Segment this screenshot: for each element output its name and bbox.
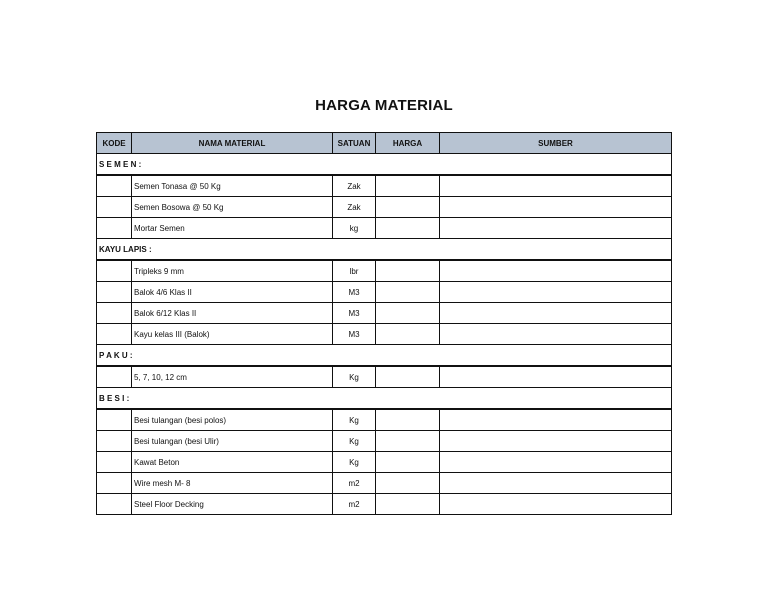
harga-cell — [376, 197, 440, 218]
table-row — [97, 303, 672, 324]
kode-cell — [97, 366, 132, 388]
satuan-cell: Kg — [333, 366, 376, 388]
satuan-cell: M3 — [333, 324, 376, 345]
kode-cell — [97, 452, 132, 473]
harga-cell — [376, 473, 440, 494]
satuan-cell: M3 — [333, 282, 376, 303]
sumber-cell — [440, 303, 672, 324]
sumber-cell — [440, 218, 672, 239]
kode-cell — [97, 409, 132, 431]
table-row — [97, 409, 672, 431]
header-nama-material: NAMA MATERIAL — [132, 133, 333, 154]
sumber-cell — [440, 452, 672, 473]
section-row — [97, 388, 672, 410]
material-price-table — [96, 132, 672, 515]
table-row — [97, 218, 672, 239]
material-name-cell: Semen Bosowa @ 50 Kg — [132, 197, 333, 218]
harga-cell — [376, 260, 440, 282]
header-sumber: SUMBER — [440, 133, 672, 154]
header-harga: HARGA — [376, 133, 440, 154]
satuan-cell: m2 — [333, 473, 376, 494]
kode-cell — [97, 197, 132, 218]
section-row — [97, 239, 672, 261]
section-label: KAYU LAPIS : — [97, 239, 672, 261]
sumber-cell — [440, 473, 672, 494]
harga-cell — [376, 452, 440, 473]
harga-cell — [376, 282, 440, 303]
section-label: B E S I : — [97, 388, 672, 410]
satuan-cell: Zak — [333, 175, 376, 197]
sumber-cell — [440, 282, 672, 303]
table-row — [97, 473, 672, 494]
sumber-cell — [440, 260, 672, 282]
sumber-cell — [440, 366, 672, 388]
table-row — [97, 175, 672, 197]
sumber-cell — [440, 197, 672, 218]
material-name-cell: Balok 4/6 Klas II — [132, 282, 333, 303]
harga-cell — [376, 175, 440, 197]
satuan-cell: m2 — [333, 494, 376, 515]
header-kode: KODE — [97, 133, 132, 154]
material-name-cell: Besi tulangan (besi polos) — [132, 409, 333, 431]
material-name-cell: Steel Floor Decking — [132, 494, 333, 515]
harga-cell — [376, 494, 440, 515]
material-name-cell: Kawat Beton — [132, 452, 333, 473]
section-row — [97, 345, 672, 367]
material-name-cell: Besi tulangan (besi Ulir) — [132, 431, 333, 452]
material-name-cell: Tripleks 9 mm — [132, 260, 333, 282]
harga-cell — [376, 366, 440, 388]
kode-cell — [97, 324, 132, 345]
material-name-cell: Balok 6/12 Klas II — [132, 303, 333, 324]
harga-cell — [376, 431, 440, 452]
harga-cell — [376, 303, 440, 324]
kode-cell — [97, 431, 132, 452]
table-row — [97, 431, 672, 452]
header-satuan: SATUAN — [333, 133, 376, 154]
sumber-cell — [440, 175, 672, 197]
satuan-cell: kg — [333, 218, 376, 239]
table-row — [97, 260, 672, 282]
satuan-cell: M3 — [333, 303, 376, 324]
table-body — [97, 154, 672, 515]
kode-cell — [97, 473, 132, 494]
table-row — [97, 197, 672, 218]
harga-cell — [376, 324, 440, 345]
section-row — [97, 154, 672, 176]
table-row — [97, 324, 672, 345]
page-title: HARGA MATERIAL — [315, 97, 453, 114]
satuan-cell: Kg — [333, 409, 376, 431]
kode-cell — [97, 260, 132, 282]
kode-cell — [97, 282, 132, 303]
satuan-cell: Zak — [333, 197, 376, 218]
kode-cell — [97, 175, 132, 197]
section-label: S E M E N : — [97, 154, 672, 176]
satuan-cell: Kg — [333, 452, 376, 473]
table-row — [97, 366, 672, 388]
harga-cell — [376, 409, 440, 431]
sumber-cell — [440, 494, 672, 515]
satuan-cell: Kg — [333, 431, 376, 452]
table-row — [97, 452, 672, 473]
material-name-cell: Kayu kelas III (Balok) — [132, 324, 333, 345]
table-header-row — [97, 133, 672, 154]
table-row — [97, 282, 672, 303]
sumber-cell — [440, 324, 672, 345]
material-name-cell: Semen Tonasa @ 50 Kg — [132, 175, 333, 197]
harga-cell — [376, 218, 440, 239]
kode-cell — [97, 303, 132, 324]
material-name-cell: Mortar Semen — [132, 218, 333, 239]
satuan-cell: lbr — [333, 260, 376, 282]
section-label: P A K U : — [97, 345, 672, 367]
material-name-cell: Wire mesh M- 8 — [132, 473, 333, 494]
kode-cell — [97, 494, 132, 515]
material-name-cell: 5, 7, 10, 12 cm — [132, 366, 333, 388]
table-row — [97, 494, 672, 515]
sumber-cell — [440, 431, 672, 452]
kode-cell — [97, 218, 132, 239]
sumber-cell — [440, 409, 672, 431]
